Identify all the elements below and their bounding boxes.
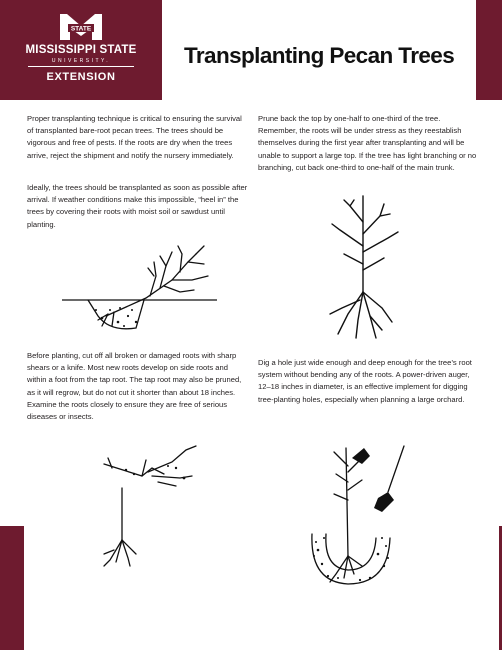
university-label: UNIVERSITY.	[51, 58, 111, 64]
planting-hole-illustration	[304, 438, 429, 588]
heeled-in-tree-illustration	[62, 240, 217, 335]
top-right-accent-band	[476, 0, 502, 100]
paragraph-root-check: Proper transplanting technique is critical to ensuring the survival of transplanted bare-root pecan trees. The trees should be vigorous and free of pests. If the roots are dry when the trees arrive, reject the shipment and notify the nursery immediately.	[27, 114, 242, 160]
msu-shield-logo	[58, 12, 104, 42]
page-title: Transplanting Pecan Trees	[184, 43, 455, 68]
paragraph-prune-top: Prune back the top by one-half to one-third of the tree. Remember, the roots will be under stress as they reestablish themselves during the first year after transplanting and will be unable to support a large top. If the tree has light branching or no branching, cut back one-third to one-half of the main trunk.	[258, 114, 477, 172]
paragraph-dig-hole: Dig a hole just wide enough and deep enough for the tree’s root system without bending any of the roots. A power-driven auger, 12–18 inches in diameter, is an effective implement for digging tree-planting holes, especially when planning a large orchard.	[258, 358, 472, 404]
paragraph-cut-roots: Before planting, cut off all broken or damaged roots with sharp shears or a knife. Most new roots develop on side roots and within a foot from the tap root. The tap root may also be pruned, as it will regrow, but do not cut it shorter than about 18 inches. Examine the roots closely to ensure they are free of serious diseases or insects.	[27, 351, 242, 422]
university-name: MISSISSIPPI STATE	[25, 44, 137, 56]
root-pruning-illustration	[96, 428, 201, 568]
bottom-left-accent-band	[0, 526, 24, 650]
pruned-tree-illustration	[318, 192, 408, 340]
logo-divider	[28, 66, 134, 67]
shield-text: STATE	[70, 25, 92, 33]
paragraph-heel-in: Ideally, the trees should be transplanted as soon as possible after arrival. If weather conditions make this impossible, “heel in” the trees by covering their roots with moist soil or sawdust until planting.	[27, 183, 248, 229]
extension-label: EXTENSION	[46, 71, 116, 83]
extension-logo	[0, 0, 162, 100]
